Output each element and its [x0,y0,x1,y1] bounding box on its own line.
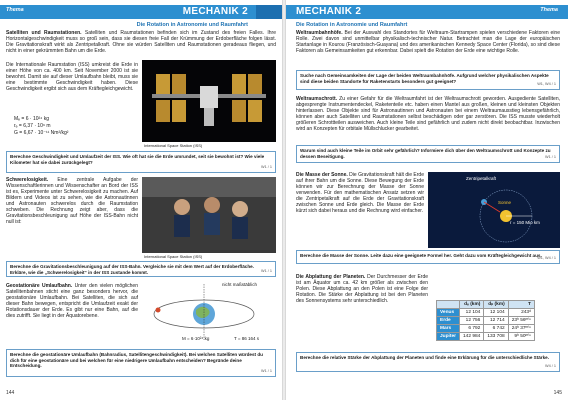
astronauts-image [142,177,276,253]
diagram-scale-note: nicht maßstäblich [222,282,258,287]
gravity-constant-formula: G = 6,67 · 10⁻¹¹ Nm²/kg² [14,130,69,136]
earth-mass-formula: Mₑ = 6 · 10²⁴ kg [14,116,49,122]
right-header-bar [286,5,568,19]
geostationary-text: Unter den vielen möglichen Satellitenbahnen sticht eine ganz besonders hervor, die geostationäre Umlaufbahn. Bei Satelliten, die sich auf dieser Bahn bewegen, entspricht die Umlaufzeit exakt der Rotationsdauer der Erde. Es gibt nur eine Bahn, auf die dies zutrifft. Sie liegt in der Äquatorebene. [6,283,138,319]
sun-mass-text: Die Gravitationskraft hält die Erde auf ihrer Bahn um die Sonne. Diese Bewegung der Erde können wir zur Berechnung der Masse der Sonne verwenden. Für den mathematischen Ansatz setzen wir die Zentripetalkraft auf die Erde der Gravitationskraft zwischen Sonne und Erde gleich. Die Masse der Erde kürzt sich dabei heraus und die Rechnung wird einfacher. [296,172,424,214]
geostationary-heading: Geostationäre Umlaufbahn. [6,283,73,289]
task-debris-code: W1 / 1 [545,155,556,160]
weightless-heading: Schwerelosigkeit. [6,177,49,183]
satellites-heading: Satelliten und Raumstationen. [6,30,82,36]
task-debris-text: Warum sind auch kleine Teile im Orbit sehr gefährlich? Informiere dich über den Weltraumschrott und Konzepte zu dessen Beseitigung. [300,148,551,159]
planets-table-header [437,301,535,309]
task-spaceports-code: W1, W4 / 1 [537,82,556,87]
task-sun-mass-code: W1, W4 / 1 [537,256,556,261]
debris-heading: Weltraumschrott. [296,96,338,102]
left-page [0,0,282,400]
right-section-debris [296,96,560,132]
flattening-text: Der Durchmesser der Erde ist am Äquator um ca. 42 km größer als zwischen den Polen. Diese Abplattung an den Polen ist eine Folge der Rotation. Die Stärke der Abplattung ist bei den Planeten des Sonnensystems sehr unterschiedlich. [296,274,429,304]
table-row [437,325,535,333]
constants-block [14,116,134,137]
table-cell: 142 984 [460,333,484,341]
right-section-spaceports [296,30,560,54]
table-cell: 12 104 [484,309,508,317]
table-row [437,309,535,317]
iss-text: Die Internationale Raumstation (ISS) umkreist die Erde in einer Höhe von ca. 400 km. Seit November 2000 ist sie bewohnt. Damit sie auf dieser Umlaufbahn bleibt, muss sie eine bestimmte Geschwindigkeit haben. Diese Geschwindigkeit ergibt sich aus dem Kräftegleichgewicht. [6,62,138,92]
task-flattening [296,352,560,372]
planets-col-name [437,301,460,309]
table-cell: 6 742 [484,325,508,333]
task-debris [296,145,560,163]
geostationary-diagram [142,282,276,344]
sun-diagram [428,172,560,248]
right-page-number: 145 [553,390,562,396]
diagram-centripetal-label: Zentripetalkraft [466,176,497,181]
table-cell: 12 714 [484,317,508,325]
satellites-text: Satelliten und Raumstationen befinden sich im Zustand des freien Falles. Ihre Horizontalgeschwindigkeit muss so groß sein, dass sie diesen freie Fall der Krümmung der Erdoberfläche folgen lässt. Die Gravitationskraft wirkt als Zentripetalkraft. Ohne sie würden Satelliten und Raumstationen geradeaus fliegen, und nicht in einer gekrümmten Bahn um die Erde. [6,30,276,54]
right-subtitle: Die Rotation in Astronomie und Raumfahrt [296,22,408,28]
table-cell: Venus [437,309,460,317]
diagram-sun-label: Sonne [498,200,512,205]
left-theme-label: Thema [6,7,24,13]
task-spaceports-text: Suche nach Gemeinsamkeiten der Lage der beiden Weltraumbahnhöfe. Aufgrund welcher physikalischen Aspekte sind diese beiden Standorte für Raketenstarts besonders gut geeignet? [300,73,549,84]
task-gravity-iss-text: Berechne die Gravitationsbeschleunigung auf der ISS-Bahn. Vergleiche sie mit dem Wert auf der Erdoberfläche. Erkläre, wie die „Schwerelosigkeit“ in der ISS zustande kommt. [10,264,254,275]
planets-col-pol-diameter: dₚ (km) [484,301,508,309]
iss-image [142,60,276,142]
table-cell: 243ᵈ [508,309,534,317]
iss-photo [142,60,276,142]
table-cell: 6 792 [460,325,484,333]
geostationary-orbit-svg [142,282,276,344]
spaceports-heading: Weltraumbahnhöfe. [296,30,343,36]
debris-text: Zu einer Gefahr für die Weltraumfahrt ist der Weltraumschrott geworden. Ausgediente Satelliten, abgesprengte Instrumentendeckel, Raketenteile etc. haben einen Mantel aus großen, kleinen und kleinsten Objekten hinterlassen. Diese Objekte sind für Astronautinnen und Astronauten bei einem Weltraumausstieg lebensgefährlich, können aber auch Satelliten und Raumstationen selbst beschädigen oder gar zerstören. Die ISS musste wiederholt größeren Schrottteilen ausweichen. Auch kleine Teile sind gefährlich und zudem nicht direkt beobachtbar. Inzwischen wird an Konzepten für orbitale Müllschlucker gearbeitet. [296,96,560,132]
right-page [286,0,568,400]
left-header-tab [256,5,282,19]
table-cell: 23ʰ 56ᵐⁱⁿ [508,317,534,325]
planets-table [436,300,535,341]
task-flattening-code: W4 / 1 [545,364,556,369]
sun-orbit-svg [428,172,560,248]
task-geostationary-text: Berechne die geostationäre Umlaufbahn (Bahnradius, Satellitengeschwindigkeit). Bei welchen Satelliten würdest du dich für eine geostationäre und bei welchen für eine niedrigere Umlaufbahn entscheiden? Begründe deine Entscheidung. [10,352,263,369]
left-chapter-title: MECHANIK 2 [182,6,248,17]
task-geostationary-code: W1 / 1 [261,369,272,374]
left-section-satellites [6,30,276,54]
right-section-flattening [296,274,428,304]
table-row [437,333,535,341]
table-cell: 24ʰ 37ᵐⁱⁿ [508,325,534,333]
table-cell: 12 756 [460,317,484,325]
task-gravity-iss [6,261,276,277]
flattening-heading: Die Abplattung der Planeten. [296,274,366,280]
sun-mass-heading: Die Masse der Sonne. [296,172,348,178]
left-subtitle: Die Rotation in Astronomie und Raumfahrt [136,22,248,28]
table-cell: Jupiter [437,333,460,341]
astronauts-photo [142,177,276,253]
table-row [437,317,535,325]
planets-col-period: T [508,301,534,309]
spaceports-text: Bei der Auswahl des Standortes für Weltraum-Startrampen spielen verschiedene Faktoren eine Rolle. Zwei davon sind unmittelbar physikalisch-technischer Natur. Betrachtet man die Lage der europäischen Startanlage in Kourou (Französisch-Guayana) und des amerikanischen Kennedy Space Center (Florida), so sind diese Faktoren als Gemeinsamkeiten gut erkennbar. Dabei spielt die Rotation der Erde eine wichtige Rolle. [296,30,560,54]
task-iss-speed [6,151,276,173]
task-spaceports [296,70,560,90]
task-iss-speed-code: W1 / 1 [261,165,272,170]
left-section-weightless [6,177,138,225]
task-sun-mass-text: Berechne die Masse der Sonne. Leite dazu eine geeignete Formel her. Geht dazu vom Kräftegleichgewicht aus. [300,253,542,258]
weightless-text: Eine zentrale Aufgabe der Wissenschaftlerinnen und Wissenschafter an Bord der ISS ist es, Experimente unter Schwerelosigkeit zu machen. Auf Bildern und Videos ist zu sehen, wie die Astronautinnen und Astronauten schwerelos durch die Raumstation schweben. Die Rechnung zeigt aber, dass die Gravitationsbeschleunigung auf Höhe der ISS-Bahn nicht null ist: [6,177,138,225]
left-section-geostationary [6,283,138,319]
left-page-number: 144 [6,390,15,396]
table-cell: 12 104 [460,309,484,317]
right-chapter-title: MECHANIK 2 [296,6,362,17]
table-cell: 133 708 [484,333,508,341]
task-iss-speed-text: Berechne Geschwindigkeit und Umlaufzeit der ISS. Wie oft hat sie die Erde umrundet, seit sie bewohnt ist? Wie viele Kilometer hat sie dabei zurückgelegt? [10,154,265,165]
right-theme-label: Thema [540,7,558,13]
task-flattening-text: Berechne die relative Stärke der Abplattung der Planeten und finde eine Erklärung für die unterschiedliche Stärke. [300,355,549,360]
earth-radius-formula: rₑ = 6,37 · 10⁶ m [14,123,51,129]
table-cell: Erde [437,317,460,325]
left-header-bar [0,5,282,19]
right-section-sun-mass [296,172,424,214]
diagram-period-label: T = 86 164 s [234,336,260,341]
task-sun-mass [296,250,560,264]
planets-col-eq-diameter: dₑ (km) [460,301,484,309]
diagram-mass-label: M = 6·10²⁴ kg [182,336,210,341]
task-gravity-iss-code: W1 / 1 [261,269,272,274]
task-geostationary [6,349,276,377]
iss-photo-caption: International Space Station (ISS) [144,143,203,148]
diagram-radius-label: r = 150 Mio km [510,220,540,225]
table-cell: 9ʰ 50ᵐⁱⁿ [508,333,534,341]
astronauts-photo-caption: International Space Station (ISS) [144,254,203,259]
table-cell: Mars [437,325,460,333]
